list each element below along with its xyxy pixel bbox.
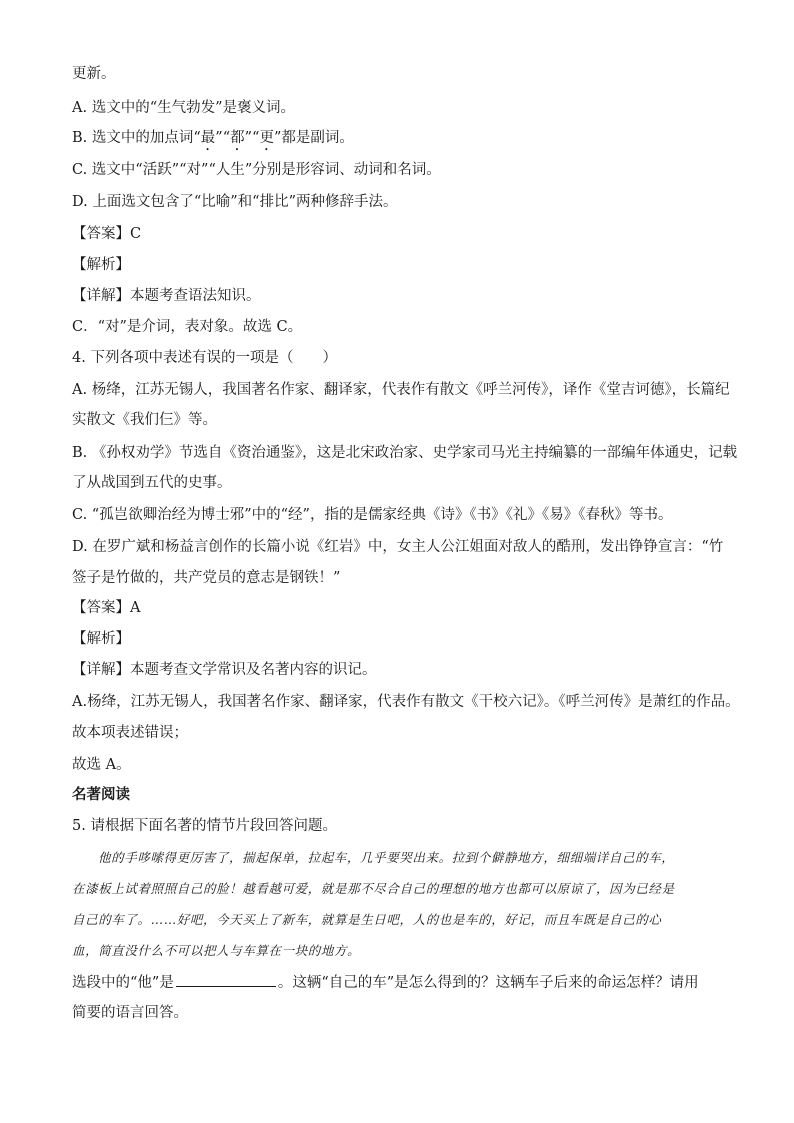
detail-text: 【详解】本题考查文学常识及名著内容的识记。: [72, 662, 377, 678]
detail-text: 【详解】本题考查语法知识。: [72, 288, 261, 304]
option-d: D. 上面选文包含了“比喻”和“排比”两种修辞手法。: [72, 194, 398, 210]
text-line: 更新。: [72, 66, 116, 82]
prompt-prefix: 选段中的“他”是: [72, 975, 174, 991]
option-c: C. 选文中“活跃”“对”“人生”分别是形容词、动词和名词。: [72, 162, 441, 178]
section-heading: 名著阅读: [72, 786, 130, 803]
option-b: B. 《孙权劝学》节选自《资治通鉴》，这是北宋政治家、史学家司马光主持编纂的一部编年体通史，记载: [72, 445, 738, 461]
dotted-word-dou: 都: [230, 130, 245, 146]
option-c: C. “孤岂欲卿治经为博士邪”中的“经”，指的是儒家经典《诗》《书》《礼》《易》《春秋》等书。: [72, 507, 673, 523]
passage-line: 在漆板上试着照照自己的脸！越看越可爱，就是那不尽合自己的理想的地方也都可以原谅了，因为已经是: [72, 881, 675, 896]
detail-text: 故选 A。: [72, 757, 131, 773]
answer-label: 【答案】A: [72, 600, 141, 616]
detail-text: A.杨绛，江苏无锡人，我国著名作家、翻译家，代表作有散文《干校六记》。《呼兰河传》是萧红的作品。: [72, 694, 740, 710]
passage-line: 血，简直没什么不可以把人与车算在一块的地方。: [72, 943, 361, 958]
detail-text: C．“对”是介词，表对象。故选 C。: [72, 319, 303, 335]
question-4-stem: 4. 下列各项中表述有误的一项是（ ）: [72, 350, 337, 366]
dotted-word-zui: 最: [200, 130, 216, 146]
analysis-label: 【解析】: [72, 257, 130, 273]
analysis-label: 【解析】: [72, 631, 130, 647]
question-5-prompt-cont: 简要的语言回答。: [72, 1005, 188, 1021]
question-5-prompt: [72, 972, 699, 993]
option-b-suffix: ”都是副词。: [273, 130, 354, 146]
passage-line: 自己的车了。……好吧，今天买上了新车，就算是生日吧，人的也是车的，好记，而且车既是自己的心: [72, 912, 662, 927]
question-5-stem: 5. 请根据下面名著的情节片段回答问题。: [72, 818, 337, 834]
option-a: A. 杨绛，江苏无锡人，我国著名作家、翻译家，代表作有散文《呼兰河传》，译作《堂吉诃德》，长篇纪: [72, 382, 730, 398]
option-b-prefix: B. 选文中的加点词“: [72, 130, 201, 146]
option-b-cont: 了从战国到五代的史事。: [72, 475, 232, 491]
quote-sep: ”“: [244, 130, 260, 146]
option-a: A. 选文中的“生气勃发”是褒义词。: [72, 100, 296, 116]
detail-text: 故本项表述错误；: [72, 725, 188, 741]
answer-blank[interactable]: [176, 972, 276, 987]
passage-line: 他的手哆嗦得更厉害了，揣起保单，拉起车，几乎要哭出来。拉到个僻静地方，细细端详自己的车，: [98, 850, 675, 865]
answer-label: 【答案】C: [72, 226, 142, 242]
option-a-cont: 实散文《我们仨》等。: [72, 412, 217, 428]
dotted-word-geng: 更: [259, 130, 274, 146]
quote-sep: ”“: [215, 130, 231, 146]
option-d: D. 在罗广斌和杨益言创作的长篇小说《红岩》中，女主人公江姐面对敌人的酷刑，发出铮铮宣言：“竹: [72, 539, 724, 555]
option-b: [72, 128, 354, 154]
option-d-cont: 签子是竹做的，共产党员的意志是钢铁！”: [72, 570, 341, 586]
prompt-suffix: 。这辆“自己的车”是怎么得到的？这辆车子后来的命运怎样？请用: [277, 975, 699, 991]
